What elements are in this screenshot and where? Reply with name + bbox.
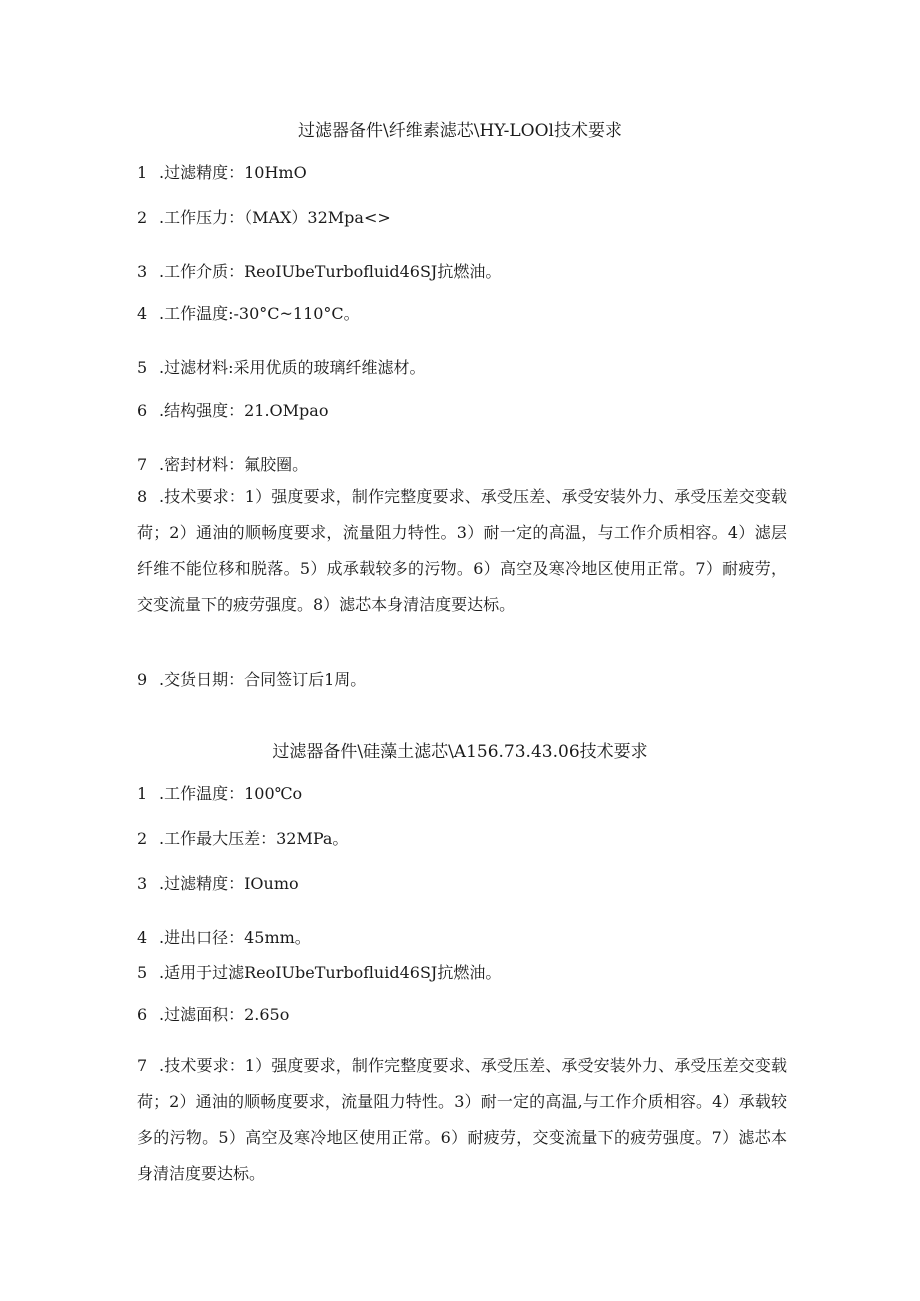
item-text: .工作介质：ReoIUbeTurbofluid46SJ抗燃油。 bbox=[159, 262, 502, 281]
item-number: 4 bbox=[137, 304, 148, 323]
item-text: .过滤精度：10HmO bbox=[159, 163, 307, 182]
list-item bbox=[137, 960, 501, 983]
item-number: 4 bbox=[137, 928, 148, 947]
item-text: .技术要求：1）强度要求，制作完整度要求、承受压差、承受安装外力、承受压差交变载荷；2）通油的顺畅度要求，流量阻力特性。3）耐一定的高温，与工作介质相容。4）滤层纤维不能位移和脱落。5）成承载较多的污物。6）高空及寒冷地区使用正常。7）耐疲劳，交变流量下的疲劳强度。8）滤芯本身清洁度要达标。 bbox=[137, 487, 787, 614]
list-item bbox=[137, 160, 307, 183]
item-text: .结构强度：21.OMpao bbox=[159, 401, 329, 420]
item-number: 1 bbox=[137, 163, 148, 182]
list-item bbox=[137, 1002, 289, 1025]
list-item bbox=[137, 355, 425, 378]
item-text: .技术要求：1）强度要求，制作完整度要求、承受压差、承受安装外力、承受压差交变载荷；2）通油的顺畅度要求，流量阻力特性。3）耐一定的高温,与工作介质相容。4）承载较多的污物。5）高空及寒冷地区使用正常。6）耐疲劳，交变流量下的疲劳强度。7）滤芯本身清洁度要达标。 bbox=[137, 1056, 787, 1183]
item-text: .工作压力：（MAX）32Mpa<> bbox=[159, 208, 391, 227]
list-item bbox=[137, 871, 299, 894]
item-number: 3 bbox=[137, 874, 148, 893]
item-text: .过滤精度：IOumo bbox=[159, 874, 299, 893]
item-number: 6 bbox=[137, 1005, 148, 1024]
item-text: .密封材料：氟胶圈。 bbox=[159, 455, 309, 474]
item-number: 2 bbox=[137, 208, 148, 227]
item-number: 7 bbox=[137, 455, 148, 474]
item-text: .过滤面积：2.65o bbox=[159, 1005, 290, 1024]
list-item bbox=[137, 826, 348, 849]
item-text: .交货日期：合同签订后1周。 bbox=[159, 670, 367, 689]
item-text: .工作温度：100℃o bbox=[159, 784, 303, 803]
item-number: 2 bbox=[137, 829, 148, 848]
item-number: 5 bbox=[137, 963, 148, 982]
item-text: .工作温度:-30°C~110°C。 bbox=[159, 304, 360, 323]
item-number: 5 bbox=[137, 358, 148, 377]
list-item bbox=[137, 925, 311, 948]
item-text: .适用于过滤ReoIUbeTurbofluid46SJ抗燃油。 bbox=[159, 963, 502, 982]
list-item bbox=[137, 205, 391, 228]
item-text: .过滤材料:采用优质的玻璃纤维滤材。 bbox=[159, 358, 426, 377]
item-number: 7 bbox=[137, 1056, 148, 1075]
list-item bbox=[137, 398, 328, 421]
list-item bbox=[137, 452, 308, 475]
item-number: 3 bbox=[137, 262, 148, 281]
list-item bbox=[137, 301, 360, 324]
item-number: 6 bbox=[137, 401, 148, 420]
item-number: 1 bbox=[137, 784, 148, 803]
list-item-paragraph bbox=[137, 1048, 787, 1192]
item-number: 8 bbox=[137, 487, 148, 506]
section1-title: 过滤器备件\纤维素滤芯\HY-LOOl技术要求 bbox=[298, 121, 622, 141]
list-item bbox=[137, 781, 302, 804]
list-item-paragraph bbox=[137, 479, 787, 623]
item-text: .进出口径：45mm。 bbox=[159, 928, 311, 947]
list-item bbox=[137, 667, 366, 690]
section2-title: 过滤器备件\硅藻土滤芯\A156.73.43.06技术要求 bbox=[272, 742, 648, 762]
item-number: 9 bbox=[137, 670, 148, 689]
item-text: .工作最大压差：32MPa。 bbox=[159, 829, 349, 848]
list-item bbox=[137, 259, 501, 282]
